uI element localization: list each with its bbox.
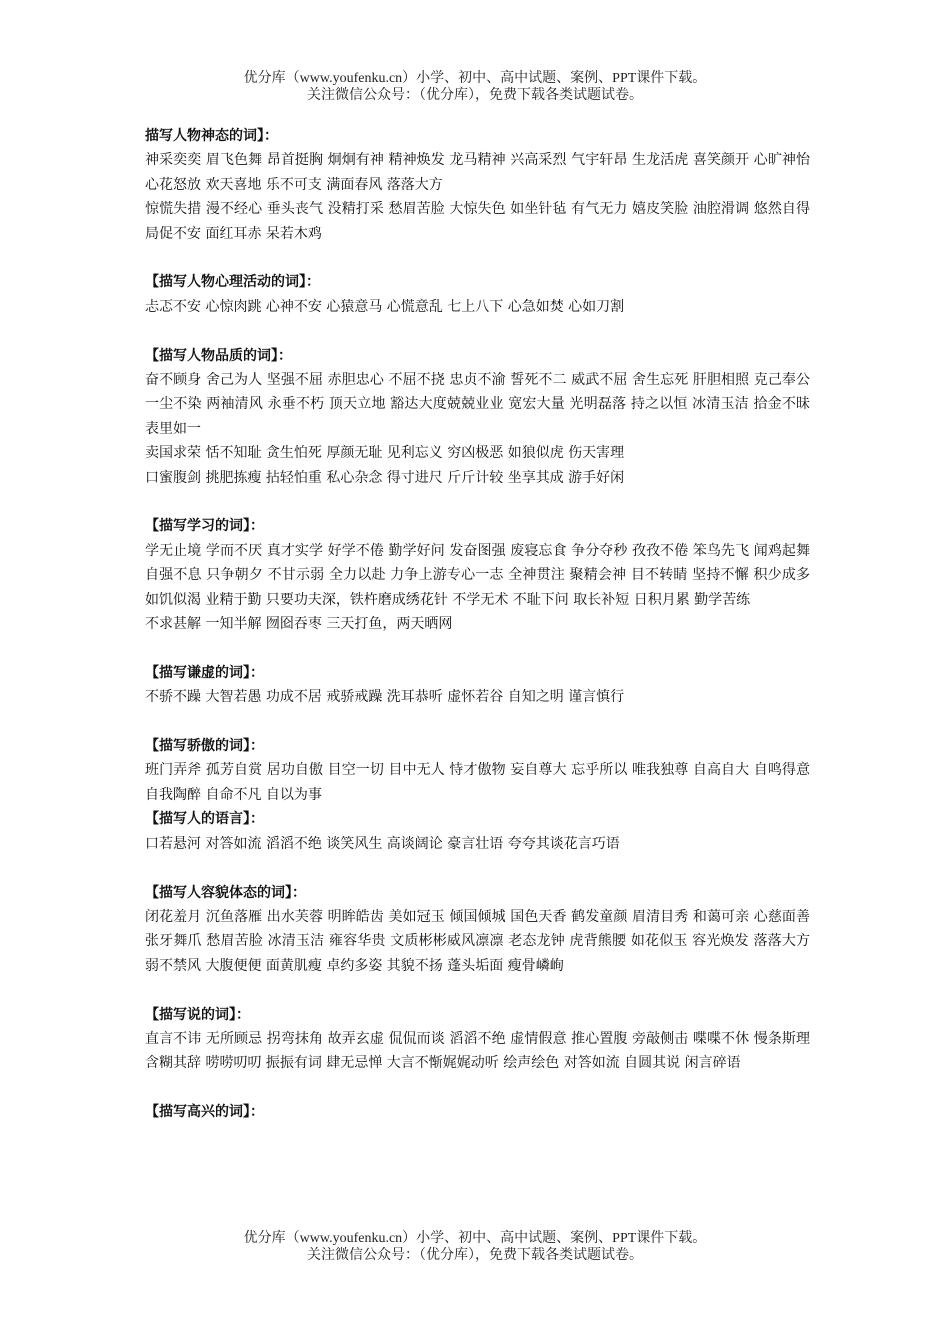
section-heading: 【描写说的词】：	[145, 1006, 250, 1023]
word-section	[145, 1003, 810, 1076]
document-body	[145, 124, 810, 1125]
word-list-paragraph: 神采奕奕 眉飞色舞 昂首挺胸 炯炯有神 精神焕发 龙马精神 兴高采烈 气宇轩昂 生龙活虎 喜笑颜开 心旷神怡 心花怒放 欢天喜地 乐不可支 满面春风 落落大方	[145, 152, 810, 193]
section-heading: 【描写人容貌体态的词】：	[145, 884, 306, 901]
footer-line-2: 关注微信公众号：（优分库），免费下载各类试题试卷。	[307, 1248, 643, 1263]
word-list-paragraph: 奋不顾身 舍己为人 坚强不屈 赤胆忠心 不屈不挠 忠贞不渝 誓死不二 威武不屈 舍生忘死 肝胆相照 克己奉公 一尘不染 两袖清风 永垂不朽 顶天立地 豁达大度兢兢业业 宽宏大量 光明磊落 持之以恒 冰清玉洁 拾金不昧 表里如一	[145, 372, 810, 437]
section-heading: 【描写人物品质的词】：	[145, 347, 292, 364]
section-heading: 描写人物神态的词】：	[145, 128, 278, 144]
word-list-paragraph: 卖国求荣 恬不知耻 贪生怕死 厚颜无耻 见利忘义 穷凶极恶 如狼似虎 伤天害理	[145, 445, 625, 462]
word-list-paragraph: 忐忑不安 心惊肉跳 心神不安 心猿意马 心慌意乱 七上八下 心急如焚 心如刀割	[145, 298, 625, 315]
section-heading: 【描写人的语言】：	[145, 811, 264, 828]
section-heading: 【描写高兴的词】：	[145, 1104, 264, 1121]
word-section	[145, 514, 810, 636]
word-section	[145, 661, 810, 710]
word-list-paragraph: 口若悬河 对答如流 滔滔不绝 谈笑风生 高谈阔论 豪言壮语 夸夸其谈花言巧语	[145, 835, 620, 852]
word-list-paragraph: 惊慌失措 漫不经心 垂头丧气 没精打采 愁眉苦脸 大惊失色 如坐针毡 有气无力 嬉皮笑脸 油腔滑调 悠然自得 局促不安 面红耳赤 呆若木鸡	[145, 201, 810, 242]
word-list-paragraph: 闭花羞月 沉鱼落雁 出水芙蓉 明眸皓齿 美如冠玉 倾国倾城 国色天香 鹤发童颜 眉清目秀 和蔼可亲 心慈面善 张牙舞爪 愁眉苦脸 冰清玉洁 雍容华贵 文质彬彬威风凛凛 老态龙钟 虎背熊腰 如花似玉 容光焕发 落落大方 弱不禁风 大腹便便 面黄肌瘦 卓约多姿 其貌不扬 蓬头垢面 瘦骨嶙峋	[145, 908, 810, 974]
section-heading: 【描写骄傲的词】：	[145, 738, 264, 755]
word-list-paragraph: 不骄不躁 大智若愚 功成不居 戒骄戒躁 洗耳恭听 虚怀若谷 自知之明 谨言慎行	[145, 689, 625, 706]
word-section	[145, 734, 810, 807]
section-heading: 【描写学习的词】：	[145, 518, 264, 535]
word-list-paragraph: 不求甚解 一知半解 囫囵吞枣 三天打鱼，两天晒网	[145, 616, 453, 633]
section-heading: 【描写谦虚的词】：	[145, 664, 264, 681]
footer-line-1: 优分库（www.youfenku.cn）小学、初中、高中试题、案例、PPT课件下载。	[243, 1231, 707, 1246]
word-section	[145, 124, 810, 246]
word-section	[145, 1100, 810, 1124]
word-list-paragraph: 班门弄斧 孤芳自赏 居功自傲 目空一切 目中无人 恃才傲物 妄自尊大 忘乎所以 唯我独尊 自高自大 自鸣得意 自我陶醉 自命不凡 自以为事	[145, 762, 810, 803]
header-line-1: 优分库（www.youfenku.cn）小学、初中、高中试题、案例、PPT课件下载。	[243, 71, 707, 86]
word-section	[145, 270, 810, 319]
word-list-paragraph: 口蜜腹剑 挑肥拣瘦 拈轻怕重 私心杂念 得寸进尺 斤斤计较 坐享其成 游手好闲	[145, 469, 625, 486]
word-list-paragraph: 直言不讳 无所顾忌 拐弯抹角 故弄玄虚 侃侃而谈 滔滔不绝 虚情假意 推心置腹 旁敲侧击 喋喋不休 慢条斯理 含糊其辞 唠唠叨叨 振振有词 肆无忌惮 大言不惭娓娓动听 绘声绘色 对答如流 自圆其说 闲言碎语	[145, 1030, 810, 1072]
word-list-paragraph: 学无止境 学而不厌 真才实学 好学不倦 勤学好问 发奋图强 废寝忘食 争分夺秒 孜孜不倦 笨鸟先飞 闻鸡起舞 自强不息 只争朝夕 不甘示弱 全力以赴 力争上游专心一志 全神贯注 聚精会神 目不转睛 坚持不懈 积少成多 如饥似渴 业精于勤 只要功夫深，铁杵磨成绣花针 不学无术 不耻下问 取长补短 日积月累 勤学苦练	[145, 542, 810, 608]
word-section	[145, 881, 810, 979]
page-header	[0, 70, 950, 104]
word-section	[145, 344, 810, 490]
word-section	[145, 807, 810, 856]
header-line-2: 关注微信公众号：（优分库），免费下载各类试题试卷。	[307, 88, 643, 103]
page-footer	[0, 1230, 950, 1264]
section-heading: 【描写人物心理活动的词】：	[145, 274, 320, 291]
